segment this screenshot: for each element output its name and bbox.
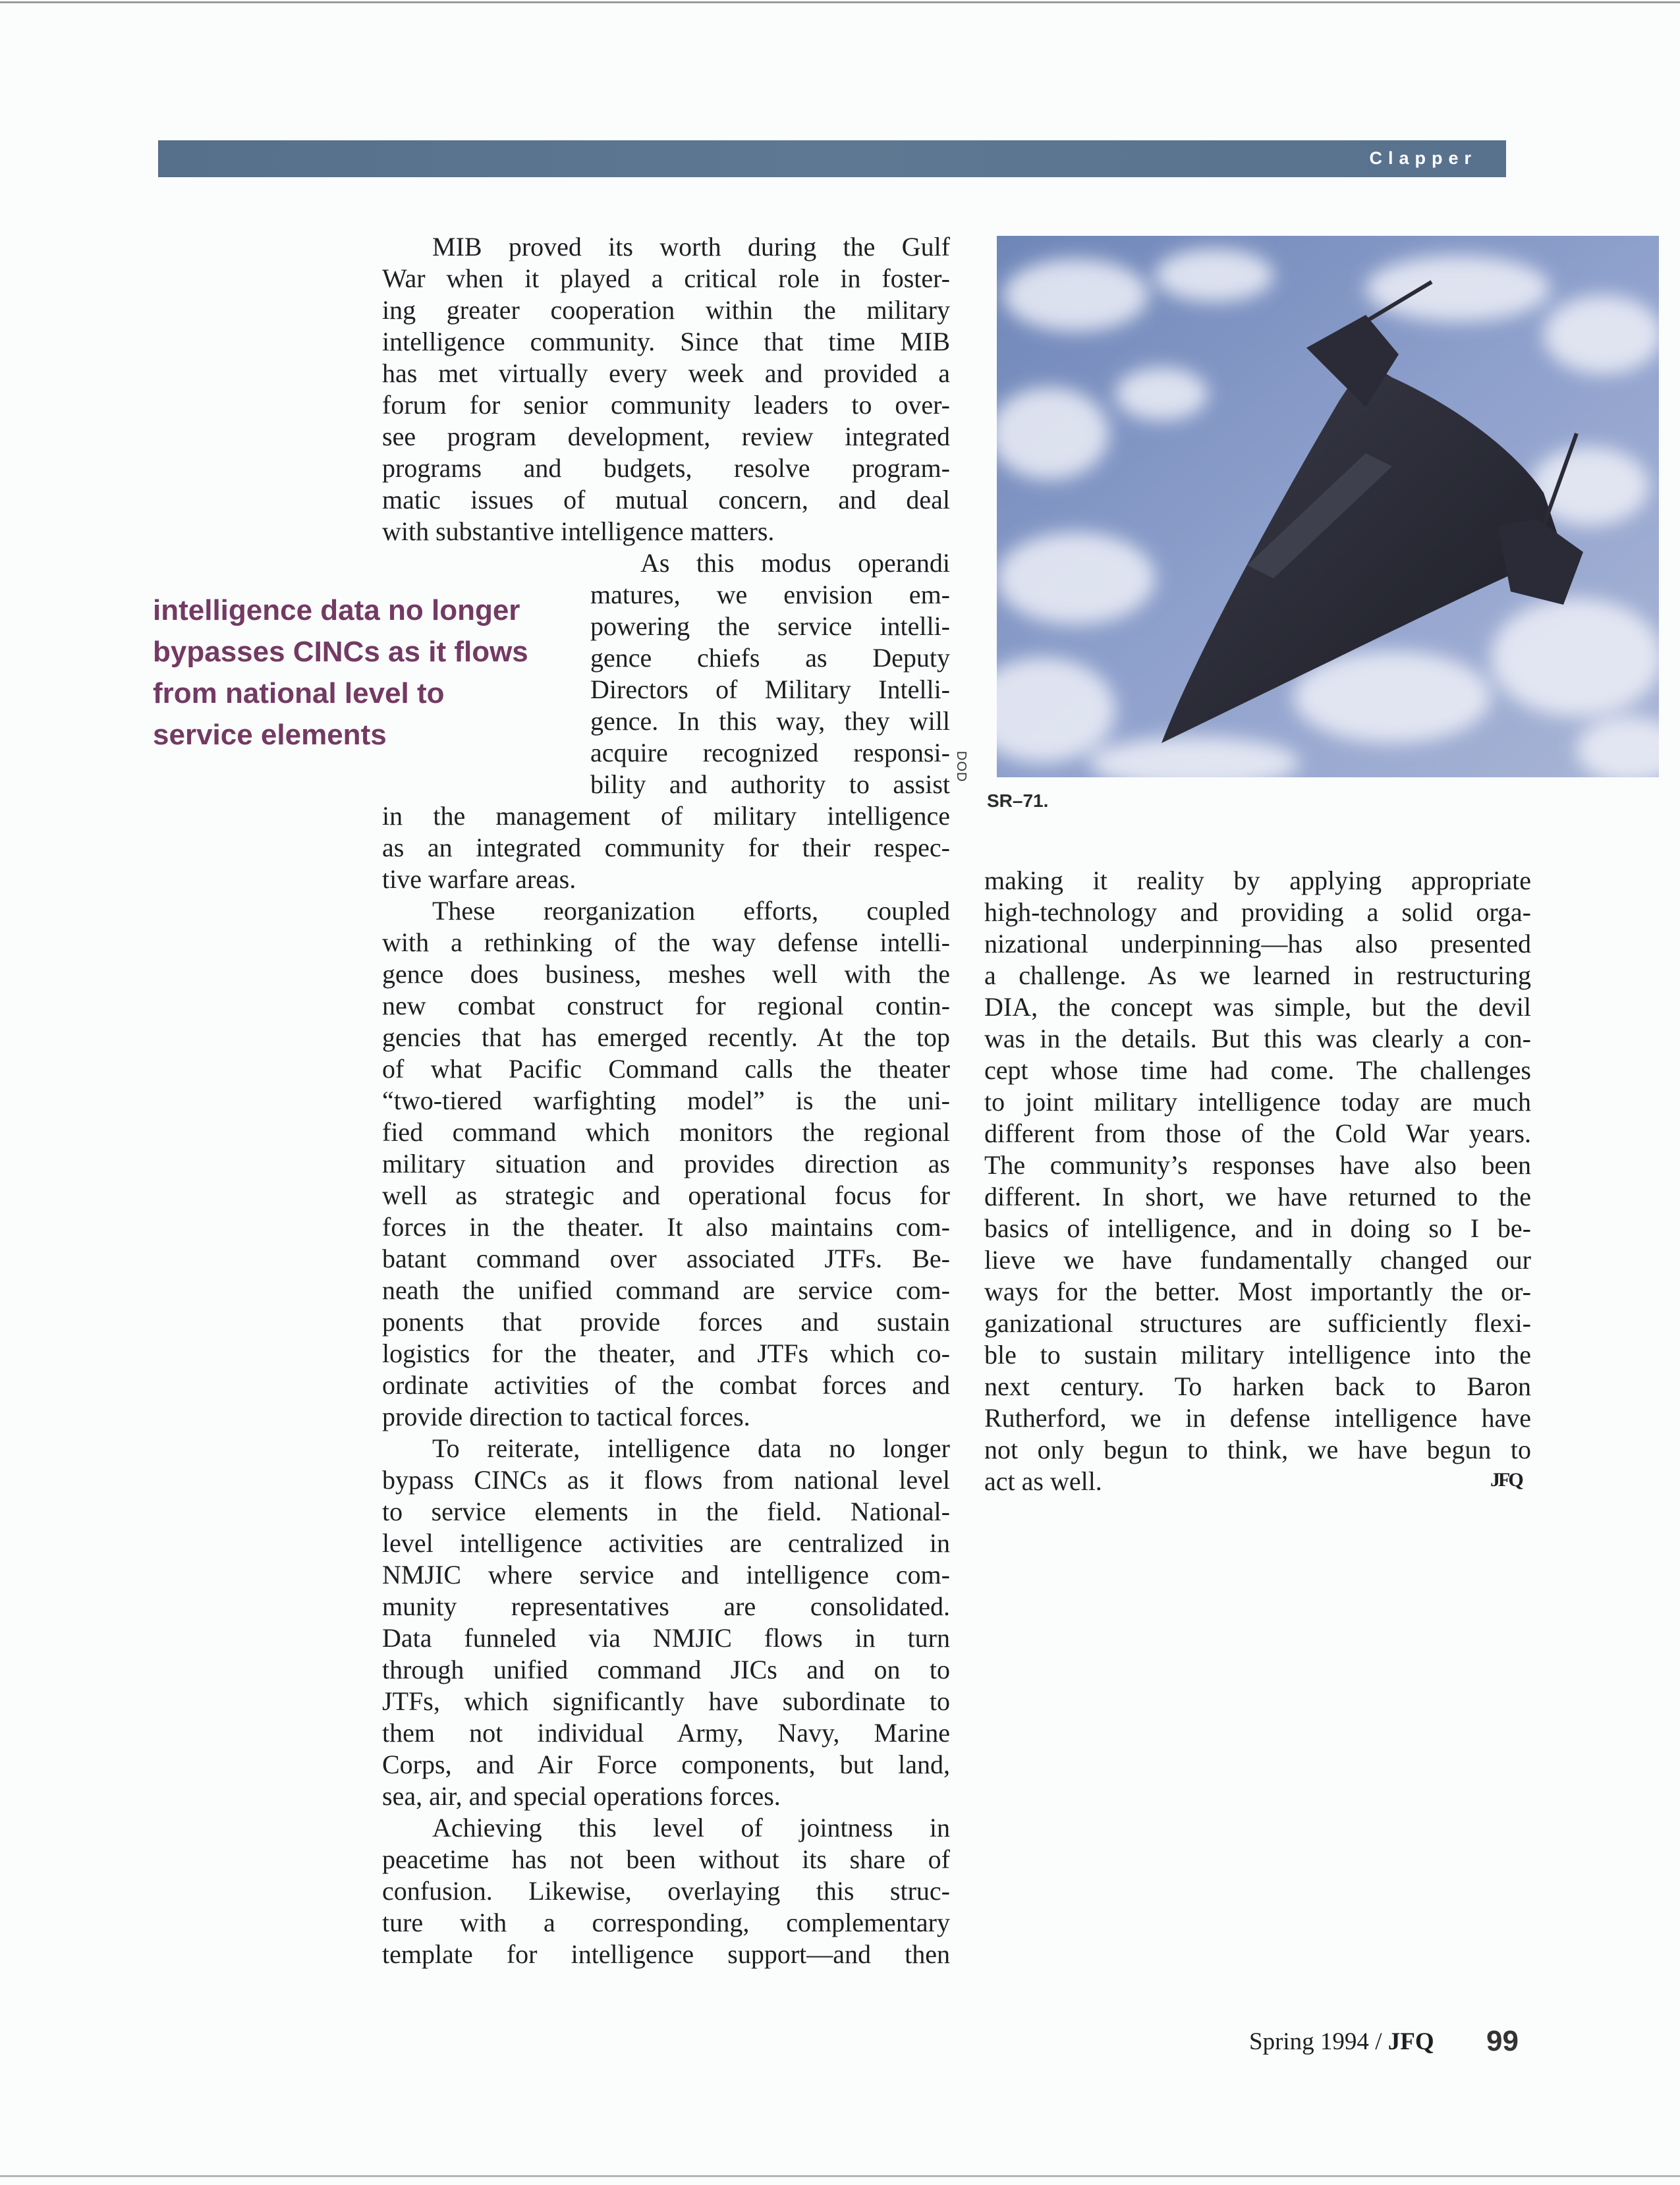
text-line: forces in the theater. It also maintains com- [382,1212,950,1242]
text-line: gence. In this way, they will [590,706,950,736]
text-line: tive warfare areas. [382,864,576,894]
top-rule [0,1,1680,3]
text-line: as an integrated community for their respec- [382,833,950,862]
text-line: different from those of the Cold War years. [984,1119,1531,1148]
text-line: acquire recognized responsi- [590,738,950,767]
pull-quote-line: from national level to [153,677,445,709]
text-line: programs and budgets, resolve program- [382,453,950,483]
text-line: has met virtually every week and provided a [382,358,950,388]
text-line: nizational underpinning—has also presented [984,929,1531,958]
text-line: ganizational structures are sufficiently flexi- [984,1308,1531,1338]
text-line: lieve we have fundamentally changed our [984,1245,1531,1275]
text-line: ordinate activities of the combat forces and [382,1370,950,1400]
text-line: them not individual Army, Navy, Marine [382,1718,950,1748]
text-line: The community’s responses have also been [984,1150,1531,1180]
text-line: gence chiefs as Deputy [590,643,950,673]
text-line: Directors of Military Intelli- [590,675,950,704]
text-line: with substantive intelligence matters. [382,516,775,546]
text-line: new combat construct for regional contin- [382,991,950,1020]
text-line: forum for senior community leaders to over- [382,390,950,420]
bottom-rule [0,2175,1680,2177]
text-line: powering the service intelli- [590,611,950,641]
text-line: bility and authority to assist [590,769,950,799]
text-line: template for intelligence support—and then [382,1939,950,1969]
text-line: with a rethinking of the way defense intelli- [382,927,950,957]
sr71-photo [997,236,1659,777]
footer-separator: / [1375,2028,1382,2055]
end-mark: JFQ [1490,1469,1522,1491]
text-line: DIA, the concept was simple, but the devil [984,992,1531,1022]
text-line: see program development, review integrated [382,422,950,451]
page-footer [1249,2025,1519,2057]
text-line: batant command over associated JTFs. Be- [382,1244,950,1273]
text-line: gencies that has emerged recently. At the top [382,1022,950,1052]
text-line: making it reality by applying appropriate [984,866,1531,895]
text-line: well as strategic and operational focus for [382,1180,950,1210]
running-head-bar [158,140,1506,177]
text-line: next century. To harken back to Baron [984,1371,1531,1401]
photo-caption: SR–71. [987,790,1049,811]
page-number: 99 [1486,2025,1519,2057]
text-line: matic issues of mutual concern, and deal [382,485,950,514]
footer-issue: Spring 1994 [1249,2028,1369,2055]
text-line: ways for the better. Most importantly the or- [984,1277,1531,1306]
text-line: basics of intelligence, and in doing so I be- [984,1213,1531,1243]
text-line: a challenge. As we learned in restructuring [984,960,1531,990]
text-line: NMJIC where service and intelligence com- [382,1560,950,1590]
running-head: Clapper [1369,148,1477,168]
text-line: ble to sustain military intelligence into the [984,1340,1531,1369]
text-line: of what Pacific Command calls the theater [382,1054,950,1084]
text-line: War when it played a critical role in foster- [382,263,950,293]
text-line: level intelligence activities are centralized in [382,1528,950,1558]
text-line: peacetime has not been without its share of [382,1844,950,1874]
text-line: To reiterate, intelligence data no longer [432,1433,950,1463]
text-line: confusion. Likewise, overlaying this struc- [382,1876,950,1906]
text-line: was in the details. But this was clearly a con- [984,1024,1531,1053]
text-line: different. In short, we have returned to the [984,1182,1531,1211]
footer-journal: JFQ [1387,2028,1434,2055]
right-column [984,865,1531,1497]
text-line: Rutherford, we in defense intelligence have [984,1403,1531,1433]
text-line: JTFs, which significantly have subordinate to [382,1686,950,1716]
text-line: MIB proved its worth during the Gulf [432,232,950,262]
text-line: matures, we envision em- [590,580,950,609]
text-line: gence does business, meshes well with the [382,959,950,989]
pull-quote-line: service elements [153,719,387,751]
text-line: munity representatives are consolidated. [382,1591,950,1621]
text-line: not only begun to think, we have begun to [984,1435,1531,1464]
text-line: military situation and provides direction as [382,1149,950,1178]
text-line: Achieving this level of jointness in [432,1813,950,1842]
left-column [382,231,950,1970]
text-line: ture with a corresponding, complementary [382,1908,950,1937]
text-line: act as well. [984,1466,1102,1496]
text-line: These reorganization efforts, coupled [432,896,950,926]
text-line: in the management of military intelligence [382,801,950,831]
text-line: cept whose time had come. The challenges [984,1055,1531,1085]
text-line: bypass CINCs as it flows from national level [382,1465,950,1495]
text-line: to service elements in the field. National- [382,1497,950,1526]
text-line: provide direction to tactical forces. [382,1402,750,1431]
text-line: high-technology and providing a solid orga- [984,897,1531,927]
text-line: Corps, and Air Force components, but land, [382,1750,950,1779]
text-line: to joint military intelligence today are much [984,1087,1531,1117]
text-line: Data funneled via NMJIC flows in turn [382,1623,950,1653]
text-line: As this modus operandi [640,548,950,578]
text-line: fied command which monitors the regional [382,1117,950,1147]
photo-credit: DOD [954,751,968,783]
text-line: logistics for the theater, and JTFs which co- [382,1339,950,1368]
pull-quote-line: intelligence data no longer [153,594,520,626]
text-line: through unified command JICs and on to [382,1655,950,1684]
text-line: sea, air, and special operations forces. [382,1781,781,1811]
text-line: “two-tiered warfighting model” is the uni- [382,1086,950,1115]
text-line: neath the unified command are service com- [382,1275,950,1305]
pull-quote [153,590,574,756]
text-line: ing greater cooperation within the military [382,295,950,325]
text-line: ponents that provide forces and sustain [382,1307,950,1337]
pull-quote-line: bypasses CINCs as it flows [153,636,528,668]
text-line: intelligence community. Since that time MIB [382,327,950,356]
